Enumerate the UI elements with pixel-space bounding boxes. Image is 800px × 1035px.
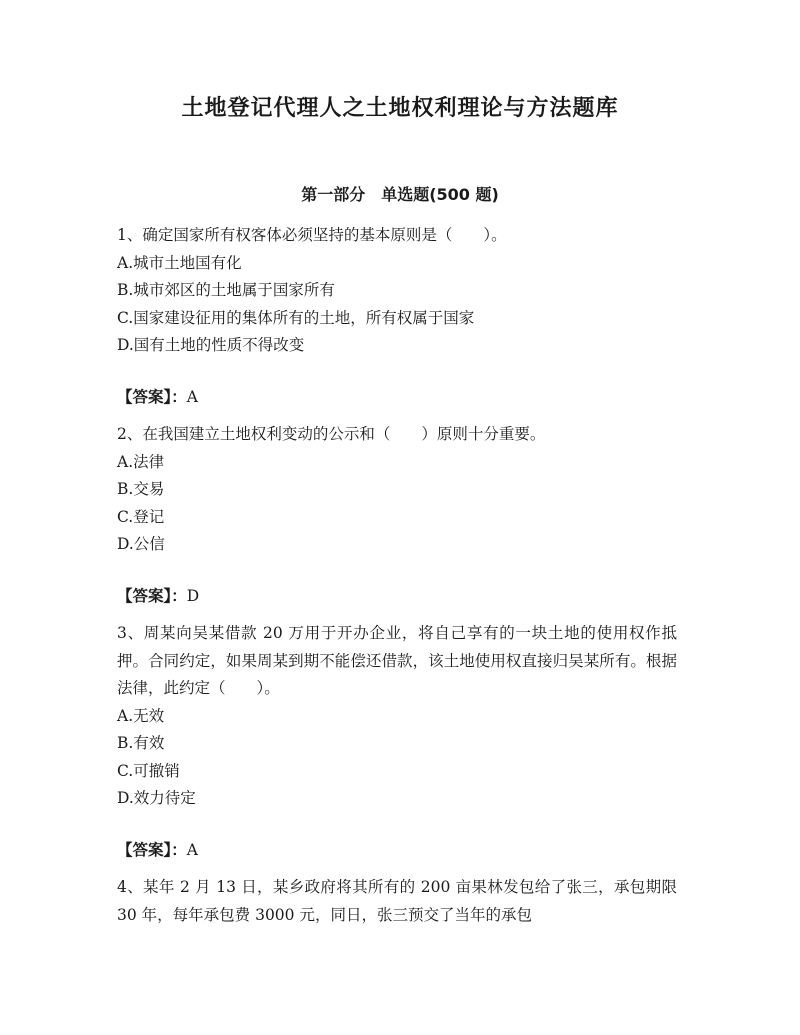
question-2 [117, 421, 677, 610]
option-c: C.可撤销 [117, 761, 180, 780]
option-b: B.城市郊区的土地属于国家所有 [117, 281, 335, 299]
question-stem: 3、周某向吴某借款 20 万用于开办企业，将自己享有的一块土地的使用权作抵押。合同约定，如果周某到期不能偿还借款，该土地使用权直接归吴某所有。根据法律，此约定（ ）。 [117, 624, 677, 697]
option-c: C.国家建设征用的集体所有的土地，所有权属于国家 [117, 308, 475, 327]
option-a: A.城市土地国有化 [117, 253, 242, 272]
option-d: D.效力待定 [117, 789, 196, 807]
answer-line [117, 837, 677, 865]
section-title: 第一部分 单选题(500 题) [301, 185, 499, 204]
question-4 [117, 874, 677, 929]
question-list [117, 222, 677, 929]
option-d: D.公信 [117, 535, 165, 553]
question-1 [117, 222, 677, 411]
answer-value: D [186, 586, 200, 605]
answer-label: 【答案】： [117, 586, 187, 605]
option-c: C.登记 [117, 507, 165, 526]
answer-value: A [186, 387, 198, 406]
option-a: A.法律 [117, 452, 165, 471]
question-stem: 4、某年 2 月 13 日，某乡政府将其所有的 200 亩果林发包给了张三，承包期限 30 年，每年承包费 3000 元，同日，张三预交了当年的承包 [117, 878, 677, 924]
answer-value: A [186, 840, 198, 859]
document-title: 土地登记代理人之土地权利理论与方法题库 [181, 96, 619, 121]
answer-line [117, 384, 677, 412]
option-d: D.国有土地的性质不得改变 [117, 336, 305, 354]
question-3 [117, 620, 677, 864]
option-b: B.有效 [117, 734, 165, 752]
question-stem: 2、在我国建立土地权利变动的公示和（ ）原则十分重要。 [117, 425, 546, 443]
option-a: A.无效 [117, 706, 165, 725]
answer-label: 【答案】： [117, 840, 187, 859]
question-stem: 1、确定国家所有权客体必须坚持的基本原则是（ ）。 [117, 226, 507, 244]
option-b: B.交易 [117, 480, 165, 498]
answer-label: 【答案】： [117, 387, 187, 406]
answer-line [117, 583, 677, 611]
